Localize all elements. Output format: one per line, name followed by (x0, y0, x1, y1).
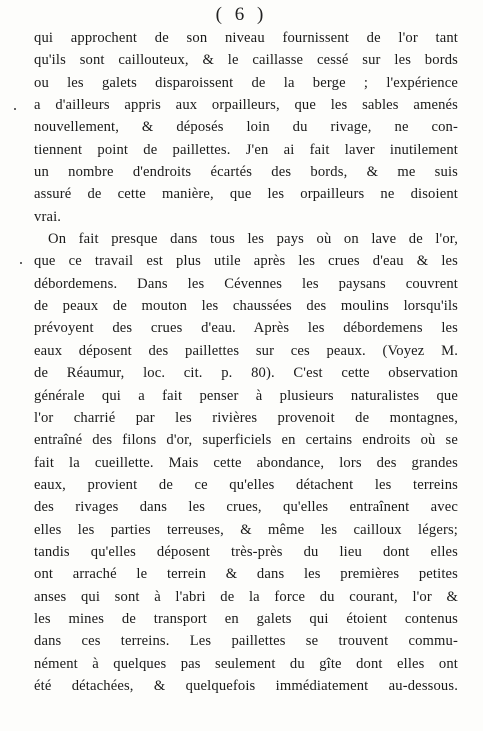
text-line: que ce travail est plus utile après les crues d'eau & les (34, 253, 458, 270)
text-line: tandis qu'elles déposent très-près du lieu dont elles (34, 543, 458, 560)
body-text (34, 27, 458, 697)
text-line: assuré de cette manière, que les orpailleurs ne disoient (34, 186, 458, 203)
text-line: vrai. (34, 208, 62, 225)
text-line: tiennent point de paillettes. J'en ai fait laver inutilement (34, 141, 458, 158)
text-line: de peaux de mouton les chaussées des moulins lorsqu'ils (34, 298, 458, 315)
text-line: anses qui sont à l'abri de la force du courant, l'or & (34, 588, 458, 605)
text-line: un nombre d'endroits écartés des bords, & me suis (34, 164, 458, 181)
text-line: été détachées, & quelquefois immédiatement au-dessous. (34, 677, 458, 694)
text-line: On fait presque dans tous les pays où on lave de l'or, (48, 231, 458, 248)
text-line: des rivages dans les crues, qu'elles entraînent avec (34, 499, 458, 516)
ink-speck (20, 262, 22, 264)
text-line: a d'ailleurs appris aux orpailleurs, que les sables amenés (34, 97, 458, 114)
text-line: elles les parties terreuses, & même les cailloux légers; (34, 521, 458, 538)
text-line: l'or charrié par les rivières provenoit de montagnes, (34, 409, 458, 426)
text-line: les mines de transport en galets qui étoient contenus (34, 610, 458, 627)
text-line: qui approchent de son niveau fournissent de l'or tant (34, 30, 458, 46)
text-line: de Réaumur, loc. cit. p. 80). C'est cette observation (34, 365, 458, 382)
text-line: nément à quelques pas seulement du gîte dont elles ont (34, 655, 458, 672)
text-line: ont arraché le terrein & dans les premières petites (34, 566, 458, 583)
text-line: dans ces terreins. Les paillettes se trouvent commu- (34, 633, 458, 650)
text-line: qu'ils sont caillouteux, & le caillasse cessé sur les bords (34, 52, 458, 69)
text-line: entraîné des filons d'or, superficiels en certains endroits où se (34, 432, 458, 449)
text-line: générale qui a fait penser à plusieurs naturalistes que (34, 387, 458, 404)
text-line: débordemens. Dans les Cévennes les paysans couvrent (34, 275, 458, 292)
text-line: fait la cueillette. Mais cette abondance, lors des grandes (34, 454, 458, 471)
text-line: prévoyent des crues d'eau. Après les débordemens les (34, 320, 458, 337)
text-line: eaux déposent des paillettes sur ces peaux. (Voyez M. (34, 342, 458, 359)
ink-speck (14, 108, 16, 110)
text-line: nouvellement, & déposés loin du rivage, ne con- (34, 119, 458, 136)
text-line: eaux, provient de ce qu'elles détachent les terreins (34, 476, 458, 493)
page-number: ( 6 ) (215, 4, 268, 25)
text-line: ou les galets disparoissent de la berge ; l'expérience (34, 74, 458, 91)
